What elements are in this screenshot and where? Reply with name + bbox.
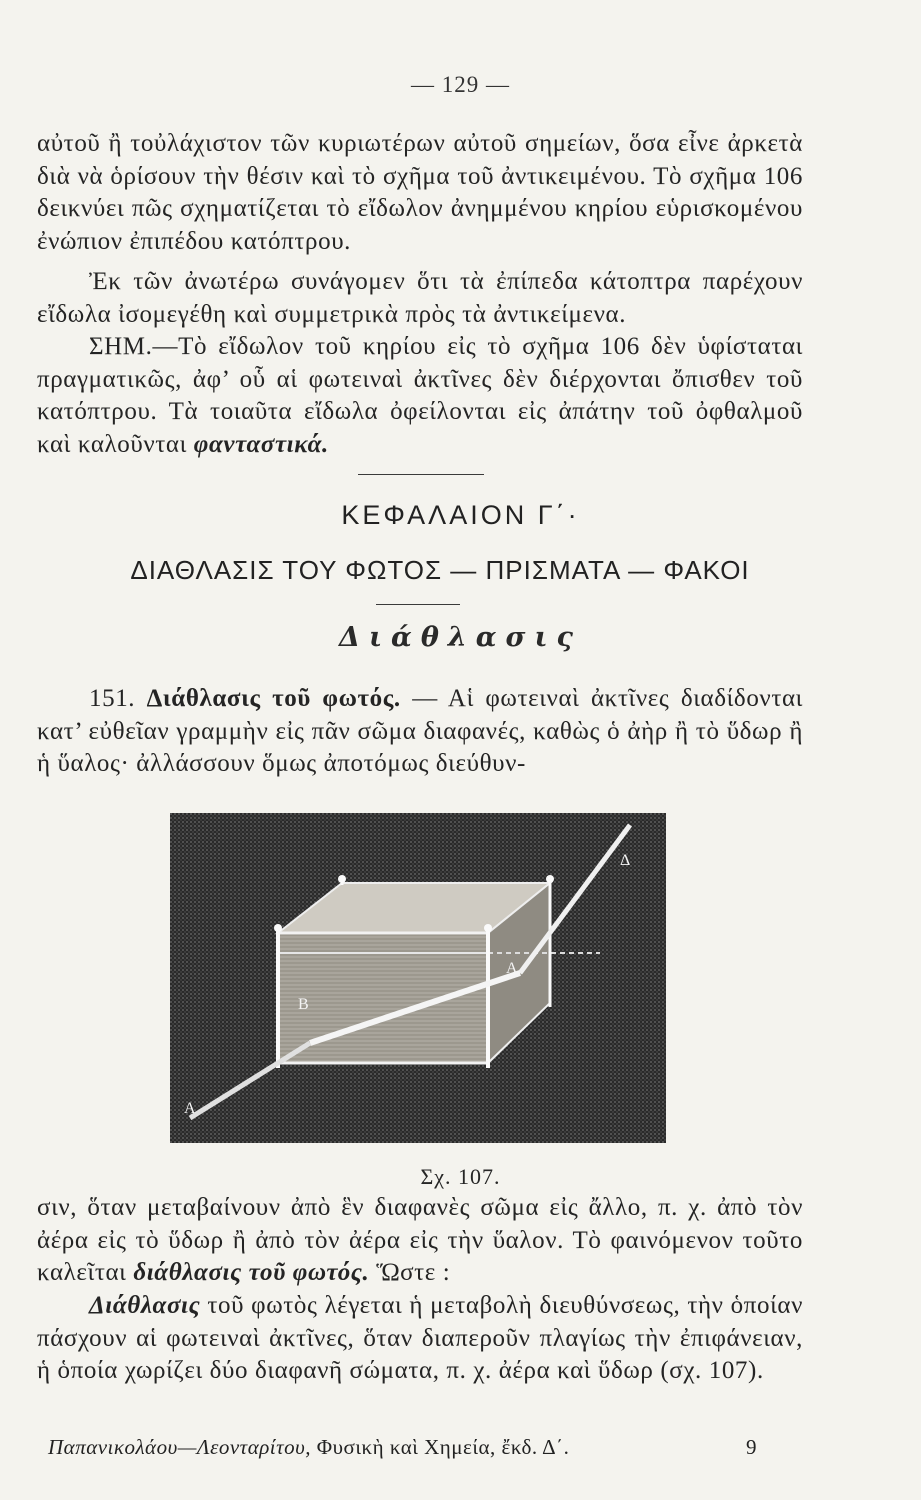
post-knob (546, 875, 554, 883)
paragraph-text: σιν, ὅταν μεταβαίνουν ἀπὸ ἓν διαφανὲς σῶμα εἰς ἄλλο, π. χ. ἀπὸ τὸν ἀέρα εἰς τὸ ὕδωρ ἢ ἀπὸ τὸν ἀέρα εἰς τὴν ὕαλον. Τὸ φαινόμενον τοῦτο καλεῖται (37, 1194, 803, 1286)
paragraph-refraction-intro (37, 683, 803, 781)
emphasis-term: διάθλασις τοῦ φωτός. (133, 1259, 370, 1286)
post-knob (338, 875, 346, 883)
footer-authors: Παπανικολάου—Λεονταρίτου, (48, 1435, 312, 1459)
footer-book: Φυσικὴ καὶ Χημεία, ἔκδ. Δ΄. (316, 1435, 570, 1459)
paragraph-text: — Αἱ φωτειναὶ ἀκτῖνες διαδίδονται κατ’ εὐθεῖαν γραμμὴν εἰς πᾶν σῶμα διαφανές, καθὼς ὁ ἀὴρ ἢ τὸ ὕδωρ ἢ ἡ ὕαλος· ἀλλάσσουν ὅμως ἀποτόμως διεύθυν- (37, 685, 803, 777)
label-b: Β (298, 996, 309, 1013)
paragraph-text: τοῦ φωτὸς λέγεται ἡ μεταβολὴ διευθύνσεως, τὴν ὁποίαν πάσχουν αἱ φωτειναὶ ἀκτῖνες, ὅταν διαπεροῦν πλαγίως τὴν ἐπιφάνειαν, ἡ ὁποία χωρίζει δύο διαφανῆ σώματα, π. χ. ἀέρα καὶ ὕδωρ (σχ. 107). (37, 1292, 803, 1384)
page-number: — 129 — (411, 72, 510, 97)
post-knob (274, 924, 282, 932)
figure-refraction-tank (170, 813, 666, 1143)
signature-mark: 9 (746, 1435, 757, 1459)
paragraph-text: Ἐκ τῶν ἀνωτέρω συνάγομεν ὅτι τὰ ἐπίπεδα κάτοπτρα παρέχουν εἴδωλα ἰσομεγέθη καὶ συμμετρικὰ πρὸς τὰ ἀντικείμενα. (37, 268, 803, 328)
chapter-title: ΚΕΦΑΛΑΙΟΝ Γ΄· (341, 500, 580, 530)
paragraph-mirror-image (37, 128, 803, 258)
section-inline-heading: Διάθλασις τοῦ φωτός. (146, 685, 401, 712)
paragraph-text: ΣΗΜ.—Τὸ εἴδωλον τοῦ κηρίου εἰς τὸ σχῆμα 106 δὲν ὑφίσταται πραγματικῶς, ἀφ’ οὗ αἱ φωτειναὶ ἀκτῖνες δὲν διέρχονται ὄπισθεν τοῦ κατόπτρου. Τὰ τοιαῦτα εἴδωλα ὀφείλονται εἰς ἀπάτην τοῦ ὀφθαλμοῦ καὶ καλοῦνται (37, 333, 803, 458)
emphasis-term: φανταστικά. (193, 430, 329, 458)
post-knob (484, 924, 492, 932)
paragraph-refraction-continued (37, 1192, 803, 1290)
definition-term: Διάθλασις (89, 1292, 201, 1319)
section-number: 151. (89, 685, 136, 712)
label-a-lower: Α (184, 1100, 196, 1117)
paragraph-note (37, 331, 803, 461)
label-delta: Δ (620, 852, 631, 869)
paragraph-text: αὐτοῦ ἢ τοὐλάχιστον τῶν κυριωτέρων αὐτοῦ σημείων, ὅσα εἶνε ἀρκετὰ διὰ νὰ ὁρίσουν τὴν θέσιν καὶ τὸ σχῆμα τοῦ ἀντικειμένου. Τὸ σχῆμα 106 δεικνύει πῶς σχηματίζεται τὸ εἴδωλον ἀνημμένου κηρίου εὑρισκομένου ἐνώπιον ἐπιπέδου κατόπτρου. (37, 130, 803, 255)
divider-rule (376, 604, 460, 605)
divider-rule (358, 474, 484, 475)
paragraph-conclusion (37, 266, 803, 331)
paragraph-text: Ὥστε : (376, 1259, 451, 1286)
paragraph-definition (37, 1290, 803, 1388)
label-a-upper: Α (506, 960, 518, 977)
figure-caption: Σχ. 107. (420, 1164, 501, 1189)
footer-citation (48, 1435, 569, 1460)
chapter-subtitle: ΔΙΑΘΛΑΣΙΣ ΤΟΥ ΦΩΤΟΣ — ΠΡΙΣΜΑΤΑ — ΦΑΚΟΙ (130, 555, 750, 585)
section-heading: Διάθλασις (339, 622, 582, 653)
